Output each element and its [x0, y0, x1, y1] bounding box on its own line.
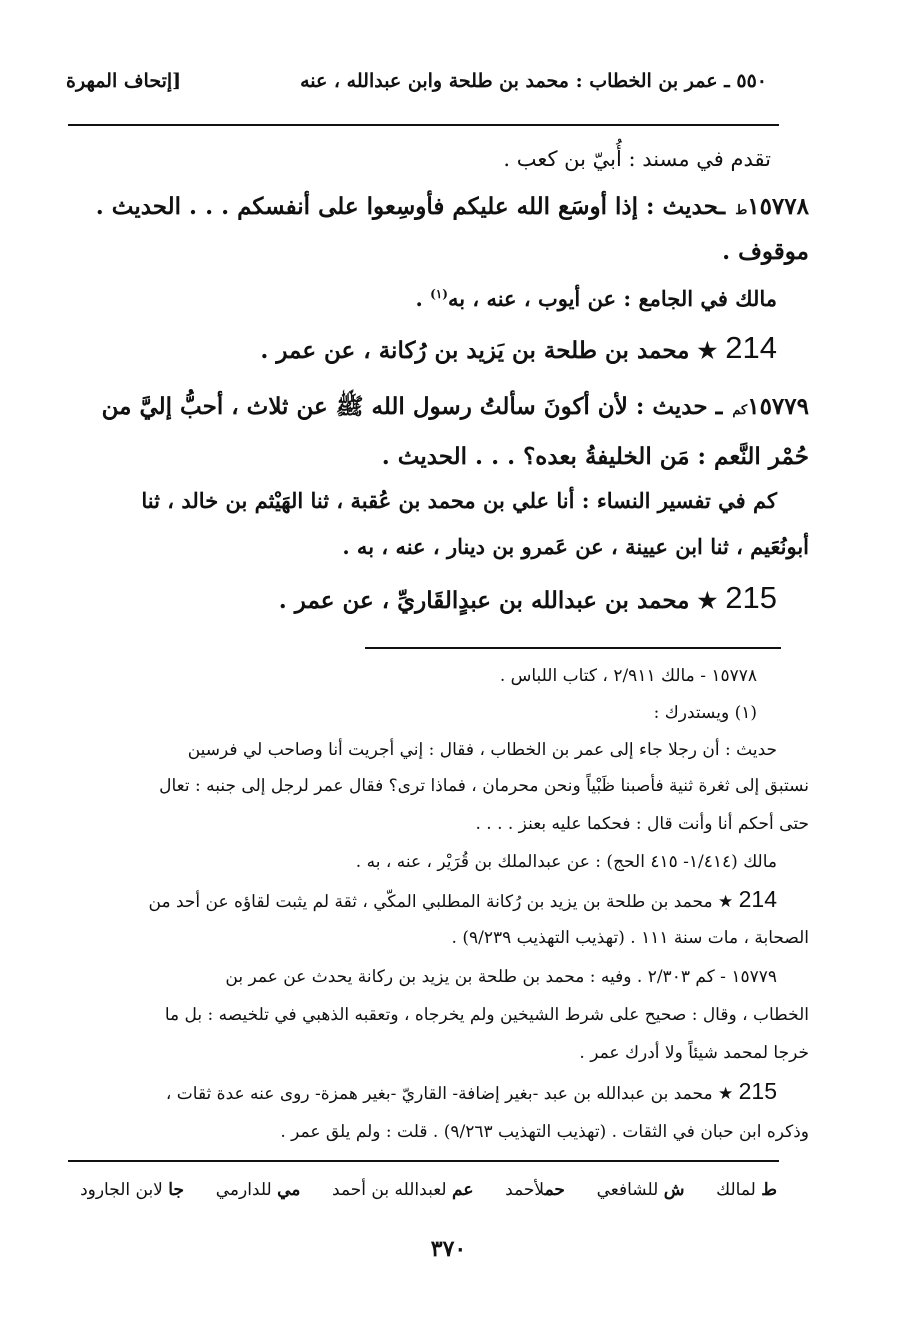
narrator-215: [279, 580, 777, 616]
footnote-1: (١) ويستدرك :: [653, 703, 757, 723]
narrator-number: 215: [725, 580, 777, 615]
footnote-line: وذكره ابن حبان في الثقات . (تهذيب التهذيب ٩/٢٦٣) . قلت : ولم يلق عمر .: [280, 1122, 809, 1142]
body-line-kam-1: كم في تفسير النساء : أنا علي بن محمد بن عُقبة ، ثنا الهَيْثم بن خالد ، ثنا: [141, 488, 777, 513]
footnote-line: مالك (١/٤١٤- ٤١٥ الحج) : عن عبدالملك بن قُرَيْر ، عنه ، به .: [355, 852, 777, 872]
page-number: ٣٧٠: [430, 1236, 467, 1262]
header-rule: [68, 124, 779, 126]
narrator-214: [260, 330, 777, 366]
narrator-name: محمد بن عبدالله بن عبدٍالقَاريِّ ، عن عمر .: [278, 587, 690, 614]
hadith-15779: [102, 392, 809, 426]
footnote-line: الصحابة ، مات سنة ١١١ . (تهذيب التهذيب ٩/٢٣٩) .: [451, 928, 809, 948]
star-icon: ★: [717, 892, 734, 912]
footnote-separator: [365, 647, 781, 649]
footnote-214: 214 ★ محمد بن طلحة بن يزيد بن رُكانة المطلبي المكّي ، ثقة لم يثبت لقاؤه عن أحد من: [148, 886, 777, 912]
narrator-number: 215: [738, 1078, 777, 1104]
source-mark: كم: [732, 403, 748, 418]
footnote-15779: ١٥٧٧٩ - كم ٢/٣٠٣ . وفيه : محمد بن طلحة بن يزيد بن ركانة يحدث عن عمر بن: [225, 967, 777, 987]
page-header-book-name: [إتحاف المهرة: [66, 70, 182, 92]
footnote-15778: ١٥٧٧٨ - مالك ٢/٩١١ ، كتاب اللباس .: [499, 666, 757, 686]
hadith-text: ـ حديث : لأن أكونَ سألتُ رسول الله ﷺ عن ثلاث ، أحبُّ إليَّ من: [101, 393, 723, 420]
footnote-line: الخطاب ، وقال : صحيح على شرط الشيخين ولم يخرجاه ، وتعقبه الذهبي في تلخيصه : بل ما: [164, 1005, 809, 1025]
narrator-number: 214: [725, 330, 777, 365]
body-line-malik: مالك في الجامع : عن أيوب ، عنه ، به$^{(١)}$ .: [415, 286, 777, 311]
hadith-15778: [96, 193, 809, 220]
page-header-title: ٥٥٠ ـ عمر بن الخطاب : محمد بن طلحة وابن عبدالله ، عنه: [300, 70, 767, 92]
source-mark: ط: [735, 203, 748, 218]
abbr-item: مي للدارمي: [215, 1180, 301, 1200]
star-icon: ★: [717, 1084, 734, 1104]
hadith-number: ١٥٧٧٩: [747, 393, 809, 420]
footnote-215: 215 ★ محمد بن عبدالله بن عبد -بغير إضافة- القاريّ -بغير همزة- روى عنه عدة ثقات ،: [165, 1078, 777, 1104]
footnote-line: حديث : أن رجلا جاء إلى عمر بن الخطاب ، فقال : إني أجريت أنا وصاحب لي فرسين: [187, 740, 777, 760]
body-line-mawquf: موقوف .: [722, 238, 809, 265]
narrator-name: محمد بن طلحة بن يَزيد بن رُكانة ، عن عمر .: [260, 337, 690, 364]
footnote-line: نستبق إلى ثغرة ثنية فأصبنا ظَبْياً ونحن محرمان ، فماذا ترى؟ فقال عمر لرجل إلى جنبه : تعال: [159, 776, 809, 796]
footnote-line: خرجا لمحمد شيئاً ولا أدرك عمر .: [579, 1043, 809, 1063]
abbr-item: عم لعبدالله بن أحمد: [332, 1180, 474, 1200]
hadith-text: ـحديث : إذا أوسَع الله عليكم فأوسِعوا على أنفسكم . . . الحديث .: [95, 193, 726, 220]
abbr-item: حملأحمد: [505, 1180, 565, 1200]
abbr-item: ط لمالك: [716, 1180, 777, 1200]
abbreviations-rule: [68, 1160, 779, 1162]
narrator-number: 214: [738, 886, 777, 912]
abbr-item: ش للشافعي: [596, 1180, 685, 1200]
footnote-ref: (١): [430, 287, 448, 301]
footnote-line: حتى أحكم أنا وأنت قال : فحكما عليه بعنز . . . .: [475, 814, 809, 834]
star-icon: ★: [697, 338, 718, 364]
abbr-item: جا لابن الجارود: [80, 1180, 184, 1200]
star-icon: ★: [697, 588, 718, 614]
body-line-kam-2: أبونُعَيم ، ثنا ابن عيينة ، عن عَمرو بن دينار ، عنه ، به .: [342, 534, 809, 559]
abbreviation-key: [80, 1180, 777, 1200]
hadith-15779-continued: حُمْر النَّعم : مَن الخليفةُ بعده؟ . . . الحديث .: [381, 443, 809, 470]
hadith-number: ١٥٧٧٨: [747, 193, 809, 220]
body-line-musnad-ref: تقدم في مسند : أُبيّ بن كعب .: [503, 147, 771, 171]
